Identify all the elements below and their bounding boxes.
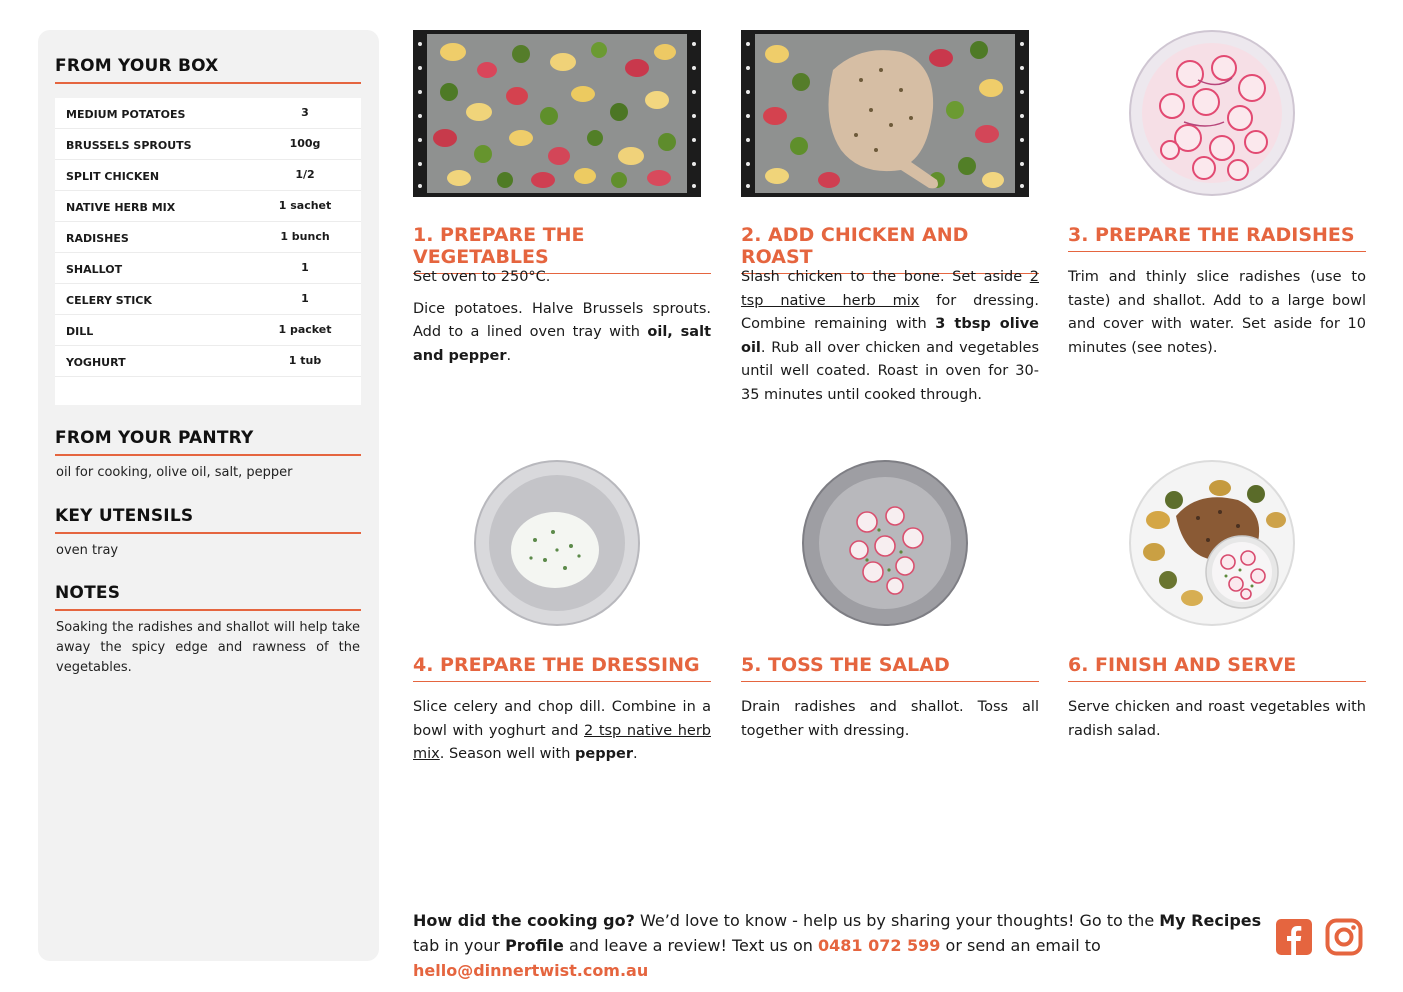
bowl-yoghurt-dressing-image <box>473 460 641 627</box>
ingredient-name: SPLIT CHICKEN <box>66 170 160 183</box>
ingredient-name: BRUSSELS SPROUTS <box>66 139 192 152</box>
ingredient-qty: 1 packet <box>278 323 332 336</box>
underlined-run: 2 tsp native herb mix <box>413 722 711 762</box>
email-link[interactable]: hello@dinnertwist.com.au <box>413 961 649 980</box>
profile-label: Profile <box>505 936 564 955</box>
table-row <box>55 253 361 284</box>
text-run: Slice celery and chop dill. Combine in a bowl with yoghurt and <box>413 699 711 739</box>
from-your-box-heading: FROM YOUR BOX <box>55 56 361 84</box>
step-1-title: 1. PREPARE THE VEGETABLES <box>413 224 711 274</box>
step-1-paragraph <box>413 298 711 369</box>
step-1-text <box>413 266 711 376</box>
text-run: for dressing. Combine remaining with <box>741 292 1039 332</box>
text-run: . Season well with <box>439 746 576 762</box>
step-2-paragraph <box>741 266 1039 407</box>
text-run: We’d love to know - help us by sharing your thoughts! Go to the <box>634 911 1160 930</box>
bold-run: pepper <box>575 746 633 762</box>
sidebar-panel <box>38 30 379 961</box>
step-5-title: 5. TOSS THE SALAD <box>741 654 1039 682</box>
notes-text: Soaking the radishes and shallot will help take away the spicy edge and rawness of the vegetables. <box>56 620 360 675</box>
facebook-icon[interactable] <box>1275 918 1313 956</box>
ingredient-name: MEDIUM POTATOES <box>66 108 186 121</box>
step-4-paragraph <box>413 696 711 767</box>
text-run: . Rub all over chicken and vegetables until well coated. Roast in oven for 30-35 minutes until cooked through. <box>741 339 1039 403</box>
ingredient-qty: 1 sachet <box>278 199 332 212</box>
bold-run: 3 tbsp olive oil <box>741 316 1039 356</box>
step-2-text <box>741 266 1039 415</box>
utensils-text: oven tray <box>56 543 119 558</box>
ingredient-qty: 1 <box>301 261 309 274</box>
ingredients-table <box>55 98 361 405</box>
table-row <box>55 315 361 346</box>
ingredient-qty: 3 <box>301 106 309 119</box>
feedback-footer <box>413 908 1263 983</box>
my-recipes-label: My Recipes <box>1159 911 1262 930</box>
ingredient-qty: 1 bunch <box>280 230 330 243</box>
ingredient-qty: 1 tub <box>288 354 322 367</box>
ingredient-name: YOGHURT <box>66 356 126 369</box>
step-3-title: 3. PREPARE THE RADISHES <box>1068 224 1366 252</box>
ingredient-name: RADISHES <box>66 232 129 245</box>
notes-heading: NOTES <box>55 583 361 611</box>
table-row <box>55 129 361 160</box>
ingredient-qty: 1/2 <box>295 168 315 181</box>
tray-potatoes-sprouts-image <box>413 30 701 197</box>
table-row <box>55 160 361 191</box>
underlined-run: 2 tsp native herb mix <box>741 269 1039 309</box>
step-5-text: Drain radishes and shallot. Toss all together with dressing. <box>741 699 1039 739</box>
tray-chicken-vegetables-image <box>741 30 1029 197</box>
text-run: tab in your <box>413 936 506 955</box>
bowl-sliced-radishes-image <box>1128 30 1296 197</box>
pantry-heading: FROM YOUR PANTRY <box>55 428 361 456</box>
table-row <box>55 191 361 222</box>
plate-chicken-salad-image <box>1128 460 1296 627</box>
step-3-text: Trim and thinly slice radishes (use to taste) and shallot. Add to a large bowl and cover with water. Set aside for 10 minutes (see notes). <box>1068 269 1366 356</box>
text-run: . <box>506 347 512 364</box>
step-1-paragraph: Set oven to 250°C. <box>413 269 551 285</box>
ingredient-name: SHALLOT <box>66 263 123 276</box>
pantry-text: oil for cooking, olive oil, salt, pepper <box>56 465 293 480</box>
step-4-text <box>413 696 711 775</box>
instagram-icon[interactable] <box>1325 918 1363 956</box>
text-run: . <box>632 746 638 762</box>
step-2-title: 2. ADD CHICKEN AND ROAST <box>741 224 1039 274</box>
ingredient-name: NATIVE HERB MIX <box>66 201 176 214</box>
table-row <box>55 284 361 315</box>
bowl-radish-salad-image <box>801 460 969 627</box>
table-row <box>55 98 361 129</box>
ingredient-name: DILL <box>66 325 94 338</box>
text-run: Slash chicken to the bone. Set aside <box>741 269 1030 285</box>
text-run: and leave a review! Text us on <box>563 936 818 955</box>
text-run: or send an email to <box>940 936 1101 955</box>
utensils-heading: KEY UTENSILS <box>55 506 361 534</box>
step-4-title: 4. PREPARE THE DRESSING <box>413 654 711 682</box>
feedback-question: How did the cooking go? <box>413 911 635 930</box>
phone-link[interactable]: 0481 072 599 <box>817 936 941 955</box>
table-row <box>55 346 361 377</box>
text-run: Dice potatoes. Halve Brussels sprouts. Add to a lined oven tray with <box>413 300 711 340</box>
ingredient-qty: 100g <box>289 137 321 150</box>
table-row <box>55 222 361 253</box>
step-6-text: Serve chicken and roast vegetables with radish salad. <box>1068 699 1366 739</box>
step-6-title: 6. FINISH AND SERVE <box>1068 654 1366 682</box>
bold-run: oil, salt and pepper <box>413 324 711 364</box>
ingredient-qty: 1 <box>301 292 309 305</box>
ingredient-name: CELERY STICK <box>66 294 152 307</box>
